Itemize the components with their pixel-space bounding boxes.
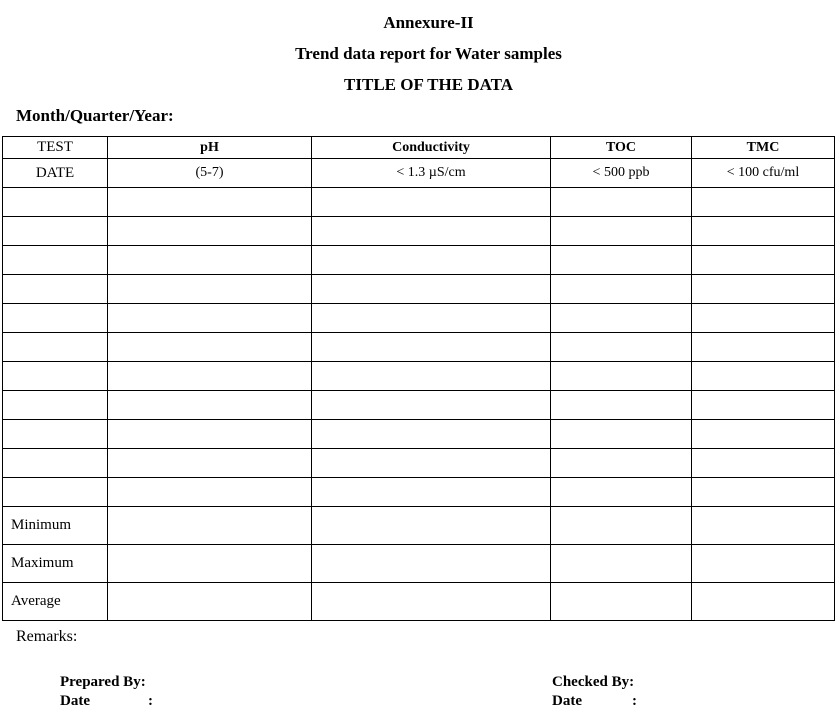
table-cell[interactable] <box>692 246 835 275</box>
table-row <box>3 478 835 507</box>
table-row <box>3 304 835 333</box>
table-row <box>3 188 835 217</box>
stat-label: Average <box>3 583 108 621</box>
table-row <box>3 362 835 391</box>
table-cell[interactable] <box>3 304 108 333</box>
table-cell[interactable] <box>108 545 312 583</box>
table-cell[interactable] <box>551 217 692 246</box>
table-cell[interactable] <box>692 362 835 391</box>
table-cell[interactable] <box>3 420 108 449</box>
table-cell[interactable] <box>551 275 692 304</box>
prepared-by-label: Prepared By: <box>60 674 146 690</box>
table-cell[interactable] <box>108 333 312 362</box>
table-cell[interactable] <box>312 391 551 420</box>
table-cell[interactable] <box>692 478 835 507</box>
table-cell[interactable] <box>312 507 551 545</box>
table-cell[interactable] <box>692 275 835 304</box>
table-cell[interactable] <box>692 188 835 217</box>
table-cell[interactable] <box>692 583 835 621</box>
header-row-limits <box>3 159 835 188</box>
limit-tmc: < 100 cfu/ml <box>692 159 835 188</box>
prepared-by-block <box>60 673 153 711</box>
stat-row-minimum <box>3 507 835 545</box>
table-cell[interactable] <box>551 478 692 507</box>
table-cell[interactable] <box>108 449 312 478</box>
header-toc: TOC <box>551 137 692 159</box>
table-cell[interactable] <box>692 304 835 333</box>
table-cell[interactable] <box>108 583 312 621</box>
colon: : <box>148 693 153 709</box>
table-cell[interactable] <box>3 246 108 275</box>
table-cell[interactable] <box>551 545 692 583</box>
table-cell[interactable] <box>312 362 551 391</box>
table-cell[interactable] <box>692 391 835 420</box>
table-cell[interactable] <box>312 304 551 333</box>
trend-data-table <box>2 136 835 621</box>
table-cell[interactable] <box>108 304 312 333</box>
checked-date-label: Date <box>552 693 582 709</box>
stat-row-maximum <box>3 545 835 583</box>
table-cell[interactable] <box>551 304 692 333</box>
table-cell[interactable] <box>312 333 551 362</box>
table-cell[interactable] <box>551 362 692 391</box>
table-cell[interactable] <box>551 391 692 420</box>
table-cell[interactable] <box>312 449 551 478</box>
remarks-label: Remarks: <box>16 628 78 645</box>
table-row <box>3 246 835 275</box>
table-cell[interactable] <box>3 391 108 420</box>
checked-by-block <box>552 673 637 711</box>
table-cell[interactable] <box>312 217 551 246</box>
stat-row-average <box>3 583 835 621</box>
table-cell[interactable] <box>108 246 312 275</box>
table-cell[interactable] <box>312 420 551 449</box>
table-cell[interactable] <box>3 333 108 362</box>
data-title: TITLE OF THE DATA <box>344 75 513 94</box>
table-cell[interactable] <box>3 275 108 304</box>
colon: : <box>632 693 637 709</box>
stat-label: Minimum <box>3 507 108 545</box>
table-cell[interactable] <box>3 449 108 478</box>
table-cell[interactable] <box>551 188 692 217</box>
header-tmc: TMC <box>692 137 835 159</box>
table-cell[interactable] <box>312 545 551 583</box>
table-cell[interactable] <box>3 217 108 246</box>
table-cell[interactable] <box>108 507 312 545</box>
report-title: Trend data report for Water samples <box>295 44 562 63</box>
table-cell[interactable] <box>3 478 108 507</box>
table-cell[interactable] <box>108 420 312 449</box>
table-row <box>3 420 835 449</box>
header-ph: pH <box>108 137 312 159</box>
table-cell[interactable] <box>692 420 835 449</box>
header-row-test <box>3 137 835 159</box>
table-cell[interactable] <box>692 449 835 478</box>
table-row <box>3 391 835 420</box>
table-cell[interactable] <box>692 333 835 362</box>
limit-ph: (5-7) <box>108 159 312 188</box>
table-cell[interactable] <box>108 217 312 246</box>
table-cell[interactable] <box>551 246 692 275</box>
table-cell[interactable] <box>312 188 551 217</box>
header-conductivity: Conductivity <box>312 137 551 159</box>
table-cell[interactable] <box>3 362 108 391</box>
table-cell[interactable] <box>108 391 312 420</box>
table-cell[interactable] <box>312 478 551 507</box>
table-cell[interactable] <box>551 507 692 545</box>
stat-label: Maximum <box>3 545 108 583</box>
header-test: TEST <box>3 137 108 159</box>
table-cell[interactable] <box>312 246 551 275</box>
limit-toc: < 500 ppb <box>551 159 692 188</box>
table-cell[interactable] <box>692 217 835 246</box>
table-cell[interactable] <box>551 583 692 621</box>
table-row <box>3 217 835 246</box>
prepared-date-label: Date <box>60 693 90 709</box>
header-date: DATE <box>3 159 108 188</box>
annexure-heading: Annexure-II <box>383 13 474 32</box>
table-cell[interactable] <box>692 507 835 545</box>
table-cell[interactable] <box>108 478 312 507</box>
table-cell[interactable] <box>312 275 551 304</box>
period-label: Month/Quarter/Year: <box>16 106 174 125</box>
table-cell[interactable] <box>551 333 692 362</box>
table-cell[interactable] <box>108 362 312 391</box>
table-row <box>3 333 835 362</box>
table-cell[interactable] <box>108 188 312 217</box>
table-row <box>3 275 835 304</box>
checked-by-label: Checked By: <box>552 674 635 690</box>
table-cell[interactable] <box>551 420 692 449</box>
table-row <box>3 449 835 478</box>
table-cell[interactable] <box>312 583 551 621</box>
table-cell[interactable] <box>108 275 312 304</box>
table-cell[interactable] <box>692 545 835 583</box>
limit-conductivity: < 1.3 µS/cm <box>312 159 551 188</box>
table-cell[interactable] <box>551 449 692 478</box>
table-cell[interactable] <box>3 188 108 217</box>
